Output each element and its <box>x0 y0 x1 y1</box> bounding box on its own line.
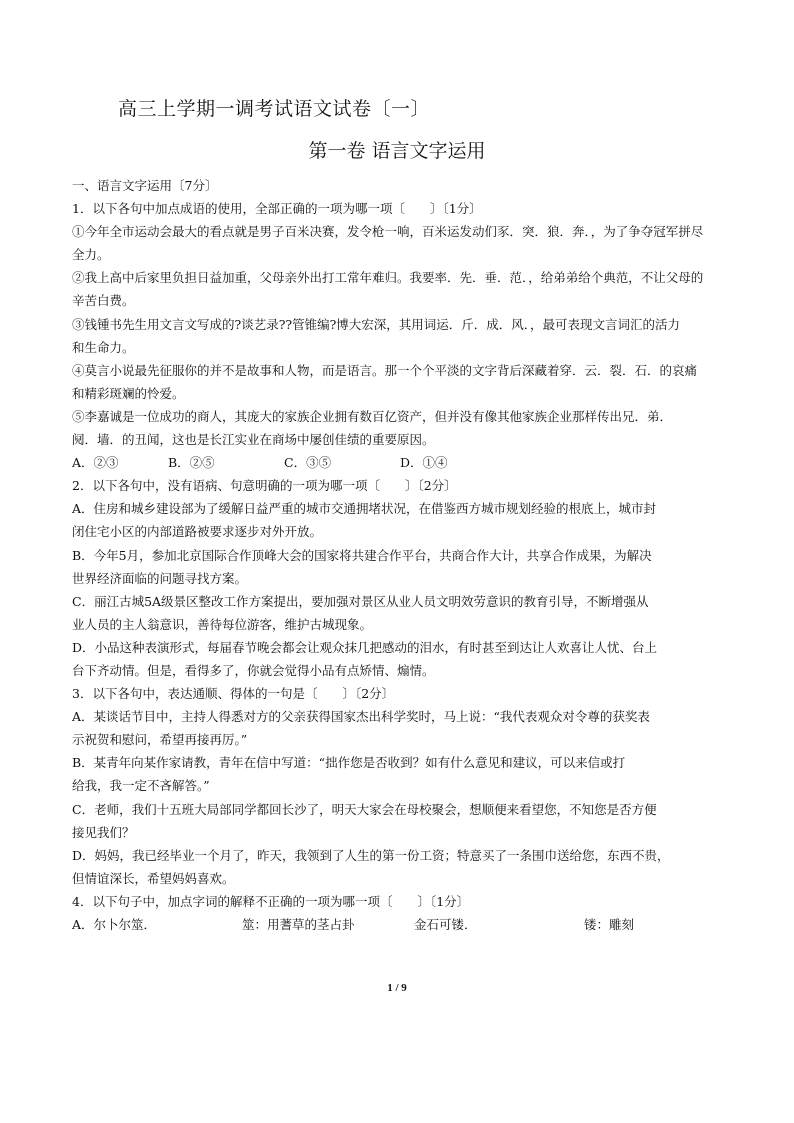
q1-sentence-3-cont: 和生命力。 <box>72 339 135 355</box>
page-number: 1 / 9 <box>387 982 407 994</box>
q2-option-c-cont: 业人员的主人翁意识，善待每位游客，维护古城现象。 <box>72 616 373 632</box>
q4-a-phrase-1: A．尔卜尔筮． <box>72 917 157 932</box>
q4-a-gloss-1: 筮：用蓍草的茎占卦 <box>242 917 355 932</box>
q1-sentence-1-cont: 全力。 <box>72 247 110 263</box>
exam-title: 高三上学期一调考试语文试卷〔一〕 <box>118 98 431 120</box>
q3-option-d-cont: 但情谊深长，希望妈妈喜欢。 <box>72 870 235 886</box>
q3-option-a-cont: 示祝贺和慰问，希望再接再厉。” <box>72 732 248 748</box>
question-2-stem: 2．以下各句中，没有语病、句意明确的一项为哪一项〔 〕〔2分〕 <box>72 478 457 494</box>
q2-option-b: B．今年5月，参加北京国际合作顶峰大会的国家将共建合作平台，共商合作大计，共享合作成果，为解决 <box>72 547 652 563</box>
q2-option-b-cont: 世界经济面临的问题寻找方案。 <box>72 570 248 586</box>
q2-option-a-cont: 闭住宅小区的内部道路被要求逐步对外开放。 <box>72 524 323 540</box>
q1-option-c: C．③⑤ <box>284 455 332 471</box>
q3-option-b-cont: 给我，我一定不吝解答。” <box>72 778 210 794</box>
q1-sentence-4: ④莫言小说最先征服你的并不是故事和人物，而是语言。那一个个平淡的文字背后深藏着穿．云．裂．石．的哀痛 <box>72 362 698 378</box>
section-heading: 一、语言文字运用〔7分〕 <box>72 178 218 193</box>
q1-sentence-2-cont: 辛苦白费。 <box>72 293 135 309</box>
q3-option-d: D．妈妈，我已经毕业一个月了，昨天，我领到了人生的第一份工资；特意买了一条围巾送给您，东西不贵， <box>72 847 670 863</box>
q4-a-phrase-2: 金石可镂． <box>414 917 477 932</box>
q1-sentence-2: ②我上高中后家里负担日益加重，父母亲外出打工常年难归。我要率．先．垂．范．，给弟弟给个典范，不让父母的 <box>72 270 704 286</box>
q1-options <box>72 451 728 474</box>
q1-sentence-5: ⑤李嘉诚是一位成功的商人，其庞大的家族企业拥有数百亿资产，但并没有像其他家族企业那样传出兄．弟． <box>72 408 673 424</box>
q2-option-c: C．丽江古城5A级景区整改工作方案提出，要加强对景区从业人员文明效劳意识的教育引导，不断增强从 <box>72 593 649 609</box>
q3-option-c: C．老师，我们十五班大局部同学都回长沙了，明天大家会在母校聚会，想顺便来看望您，不知您是否方便 <box>72 801 657 817</box>
q2-option-d-cont: 台下齐动情。但是，看得多了，你就会觉得小品有点矫情、煽情。 <box>72 662 435 678</box>
q1-option-a: A．②③ <box>72 455 119 471</box>
q1-sentence-4-cont: 和精彩斑斓的怜爱。 <box>72 385 185 401</box>
q2-option-d: D．小品这种表演形式，每届春节晚会都会让观众抹几把感动的泪水，有时甚至到达让人欢喜让人忧、台上 <box>72 639 658 655</box>
q4-option-a <box>72 913 728 936</box>
q3-option-c-cont: 接见我们？ <box>72 824 135 840</box>
question-1-stem: 1．以下各句中加点成语的使用，全部正确的一项为哪一项〔 〕〔1分〕 <box>72 201 482 217</box>
q1-option-b: B．②⑤ <box>168 455 215 471</box>
q1-sentence-5-cont: 阋．墙．的丑闻，这也是长江实业在商场中屡创佳绩的重要原因。 <box>72 432 435 448</box>
part-title: 第一卷 语言文字运用 <box>308 140 486 162</box>
q3-option-a: A．某谈话节目中，主持人得悉对方的父亲获得国家杰出科学奖时，马上说：“我代表观众对令尊的获奖表 <box>72 709 650 725</box>
q2-option-a: A．住房和城乡建设部为了缓解日益严重的城市交通拥堵状况，在借鉴西方城市规划经验的根底上，城市封 <box>72 501 657 517</box>
q3-option-b: B．某青年向某作家请教，青年在信中写道：“拙作您是否收到？如有什么意见和建议，可以来信或打 <box>72 755 626 771</box>
q1-option-d: D．①④ <box>400 455 448 471</box>
question-3-stem: 3．以下各句中，表达通顺、得体的一句是〔 〕〔2分〕 <box>72 686 395 702</box>
question-4-stem: 4．以下句子中，加点字词的解释不正确的一项为哪一项〔 〕〔1分〕 <box>72 893 470 909</box>
q1-sentence-3: ③钱锺书先生用文言文写成的?谈艺录??管锥编?博大宏深，其用词运．斤．成．风．，最可表现文言词汇的活力 <box>72 316 681 332</box>
exam-content <box>72 174 728 936</box>
q4-a-gloss-2: 镂：雕刻 <box>584 917 635 932</box>
q1-sentence-1: ①今年全市运动会最大的看点就是男子百米决赛，发令枪一响，百米运发动们豕．突．狼．奔．，为了争夺冠军拼尽 <box>72 224 704 240</box>
